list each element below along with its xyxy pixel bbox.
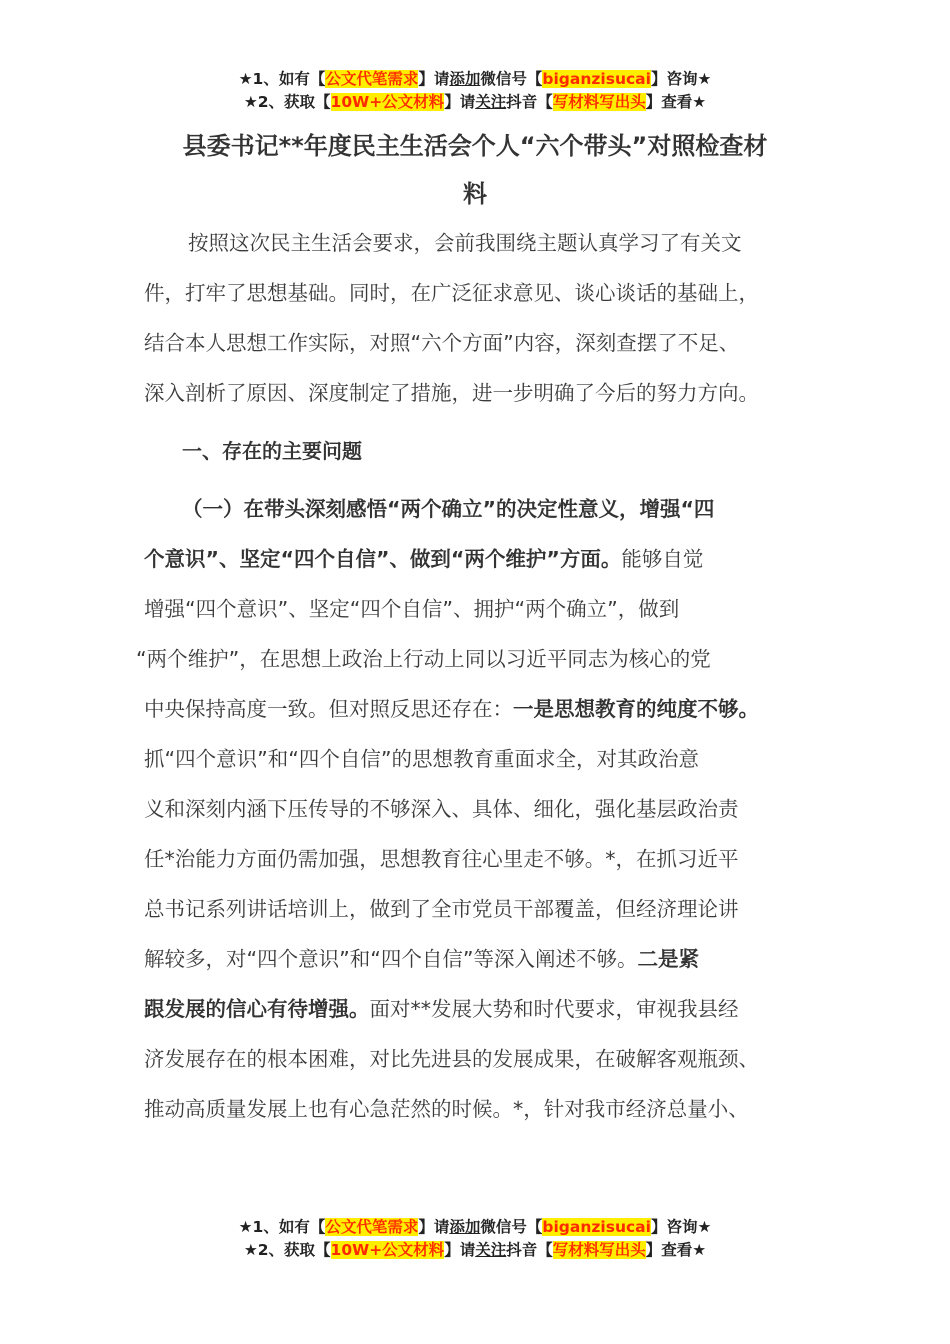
bold-text: 二是紧 [637,947,699,971]
banner-highlight: biganzisucai [542,1218,651,1236]
title-line: 料 [463,180,487,208]
body-line: 深入剖析了原因、深度制定了措施，进一步明确了今后的努力方向。 [144,381,759,405]
body-line: 任*治能力方面仍需加强，思想教育往心里走不够。*，在抓习近平 [144,847,739,871]
banner-highlight: 写材料写出头 [552,1241,646,1259]
banner-emphasis: 关注 [475,93,507,111]
body-line: “两个维护”，在思想上政治上行动上同以习近平同志为核心的党 [136,647,711,671]
body-text: 解较多，对“四个意识”和“四个自信”等深入阐述不够。 [144,947,638,971]
body-line: 结合本人思想工作实际，对照“六个方面”内容，深刻查摆了不足、 [144,331,740,355]
banner-highlight: biganzisucai [542,70,651,88]
banner-line-1 [0,68,950,91]
body-line: 增强“四个意识”、坚定“四个自信”、拥护“两个确立”，做到 [144,597,680,621]
banner-text: 微信号【 [480,70,543,88]
banner-text: 】请 [444,1241,476,1259]
banner-text: ★2、获取【 [243,93,331,111]
banner-text: 微信号【 [480,1218,543,1236]
section-heading: 一、存在的主要问题 [182,439,362,463]
body-text: 中央保持高度一致。但对照反思还存在： [144,697,513,721]
banner-line-1 [0,1216,950,1239]
banner-text: ★2、获取【 [243,1241,331,1259]
title-line: 县委书记**年度民主生活会个人“六个带头”对照检查材 [182,132,768,160]
banner-emphasis: 添加 [449,1218,481,1236]
banner-highlight: 写材料写出头 [552,93,646,111]
banner-text: ★1、如有【 [238,70,326,88]
banner-emphasis: 添加 [449,70,481,88]
body-line [144,544,703,574]
body-line [144,944,699,974]
banner-highlight: 公文代笔需求 [325,70,419,88]
banner-text: 】查看★ [645,1241,707,1259]
banner-text: 】咨询★ [650,70,712,88]
banner-text: 】请 [418,1218,450,1236]
banner-highlight: 公文代笔需求 [325,1218,419,1236]
header-banner [0,68,950,114]
bold-text: 个意识”、坚定“四个自信”、做到“两个维护”方面。 [144,547,622,571]
body-text: 面对**发展大势和时代要求，审视我县经 [369,997,739,1021]
body-line: 总书记系列讲话培训上，做到了全市党员干部覆盖，但经济理论讲 [144,897,739,921]
banner-highlight: 10W+公文材料 [330,93,445,111]
body-line [144,994,739,1024]
banner-text: 】请 [444,93,476,111]
body-line: 推动高质量发展上也有心急茫然的时候。*，针对我市经济总量小、 [144,1097,749,1121]
body-line: 济发展存在的根本困难，对比先进县的发展成果，在破解客观瓶颈、 [144,1047,759,1071]
document-title [140,122,810,218]
bold-text: 一是思想教育的纯度不够。 [513,697,759,721]
bold-text: 跟发展的信心有待增强。 [144,997,370,1021]
banner-highlight: 10W+公文材料 [330,1241,445,1259]
footer-banner [0,1216,950,1262]
body-line: 按照这次民主生活会要求，会前我围绕主题认真学习了有关文 [188,231,742,255]
banner-line-2 [0,1239,950,1262]
banner-text: 】查看★ [645,93,707,111]
body-line [144,694,759,724]
banner-text: ★1、如有【 [238,1218,326,1236]
body-line: 义和深刻内涵下压传导的不够深入、具体、细化，强化基层政治责 [144,797,739,821]
banner-text: 抖音【 [506,93,553,111]
banner-emphasis: 关注 [475,1241,507,1259]
subsection-heading: （一）在带头深刻感悟“两个确立”的决定性意义，增强“四 [182,497,715,521]
body-line: 抓“四个意识”和“四个自信”的思想教育重面求全，对其政治意 [144,747,699,771]
banner-text: 】请 [418,70,450,88]
banner-text: 抖音【 [506,1241,553,1259]
body-text: 能够自觉 [621,547,704,571]
body-line: 件，打牢了思想基础。同时，在广泛征求意见、谈心谈话的基础上， [144,281,759,305]
banner-line-2 [0,91,950,114]
banner-text: 】咨询★ [650,1218,712,1236]
